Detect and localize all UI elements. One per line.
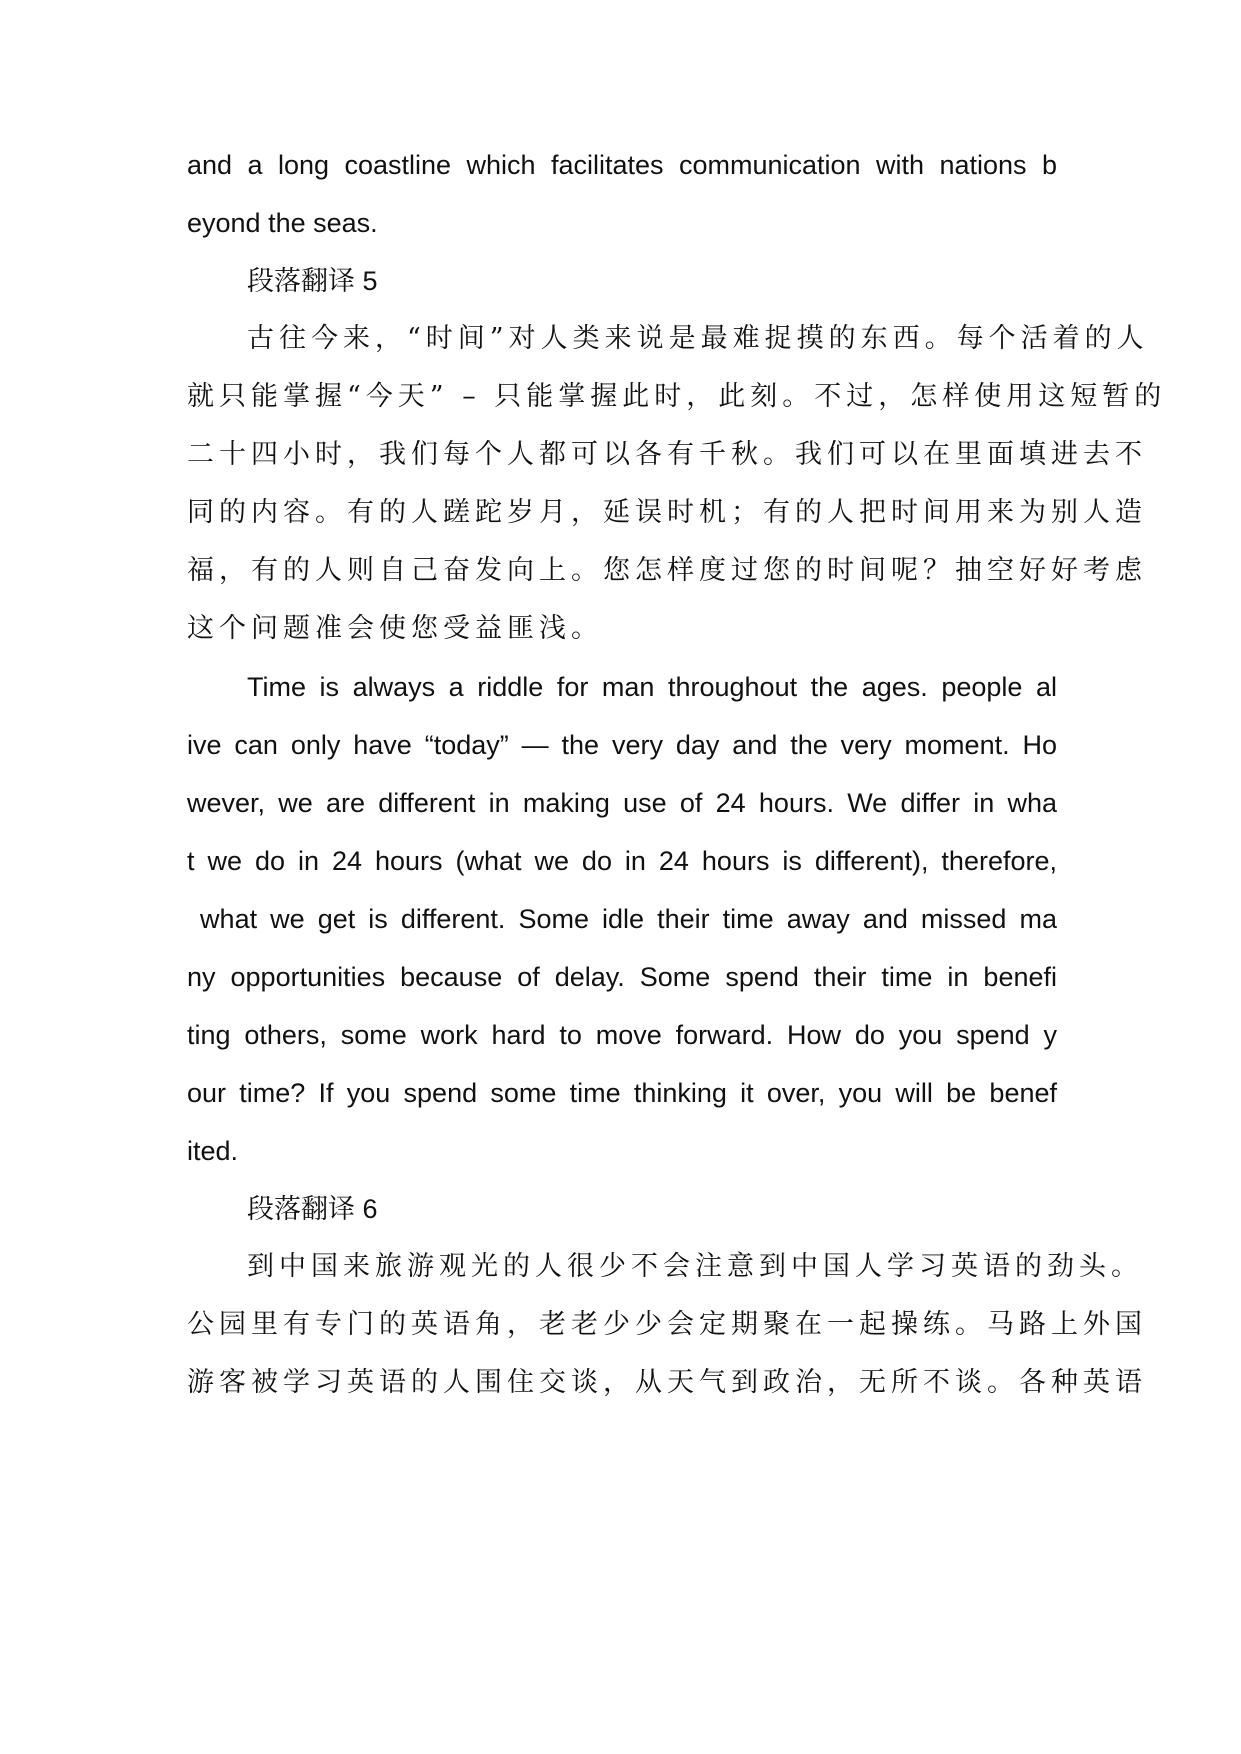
text-line: 游客被学习英语的人围住交谈，从天气到政治，无所不谈。各种英语 <box>187 1367 1147 1398</box>
text-line: wever, we are different in making use of 24 hours. We differ in wha <box>187 788 1057 818</box>
text-line: eyond the seas. <box>187 208 378 238</box>
section-heading-6: 段落翻译 6 <box>247 1194 378 1224</box>
text-line: 到中国来旅游观光的人很少不会注意到中国人学习英语的劲头。 <box>247 1251 1143 1282</box>
text-line: ny opportunities because of delay. Some spend their time in benefi <box>187 962 1057 992</box>
text-line: 二十四小时，我们每个人都可以各有千秋。我们可以在里面填进去不 <box>187 439 1147 470</box>
text-line: 就只能掌握“今天” – 只能掌握此时，此刻。不过，怎样使用这短暂的 <box>187 381 1167 412</box>
text-line: and a long coastline which facilitates communication with nations b <box>187 150 1057 180</box>
section-heading-5: 段落翻译 5 <box>247 266 378 296</box>
text-line: ive can only have “today” — the very day and the very moment. Ho <box>187 730 1057 760</box>
text-line: our time? If you spend some time thinking it over, you will be benef <box>187 1078 1057 1108</box>
text-line: 福，有的人则自己奋发向上。您怎样度过您的时间呢？抽空好好考虑 <box>187 555 1147 586</box>
text-line: Time is always a riddle for man throughout the ages. people al <box>247 672 1057 702</box>
text-line: t we do in 24 hours (what we do in 24 hours is different), therefore, <box>187 846 1057 876</box>
text-line: 古往今来，“时间”对人类来说是最难捉摸的东西。每个活着的人 <box>247 323 1149 354</box>
text-line: what we get is different. Some idle their time away and missed ma <box>187 904 1057 934</box>
text-line: 公园里有专门的英语角，老老少少会定期聚在一起操练。马路上外国 <box>187 1309 1147 1340</box>
text-line: ting others, some work hard to move forward. How do you spend y <box>187 1020 1057 1050</box>
text-line: 这个问题准会使您受益匪浅。 <box>187 613 603 644</box>
text-line: ited. <box>187 1136 239 1166</box>
text-line: 同的内容。有的人蹉跎岁月，延误时机；有的人把时间用来为别人造 <box>187 497 1147 528</box>
